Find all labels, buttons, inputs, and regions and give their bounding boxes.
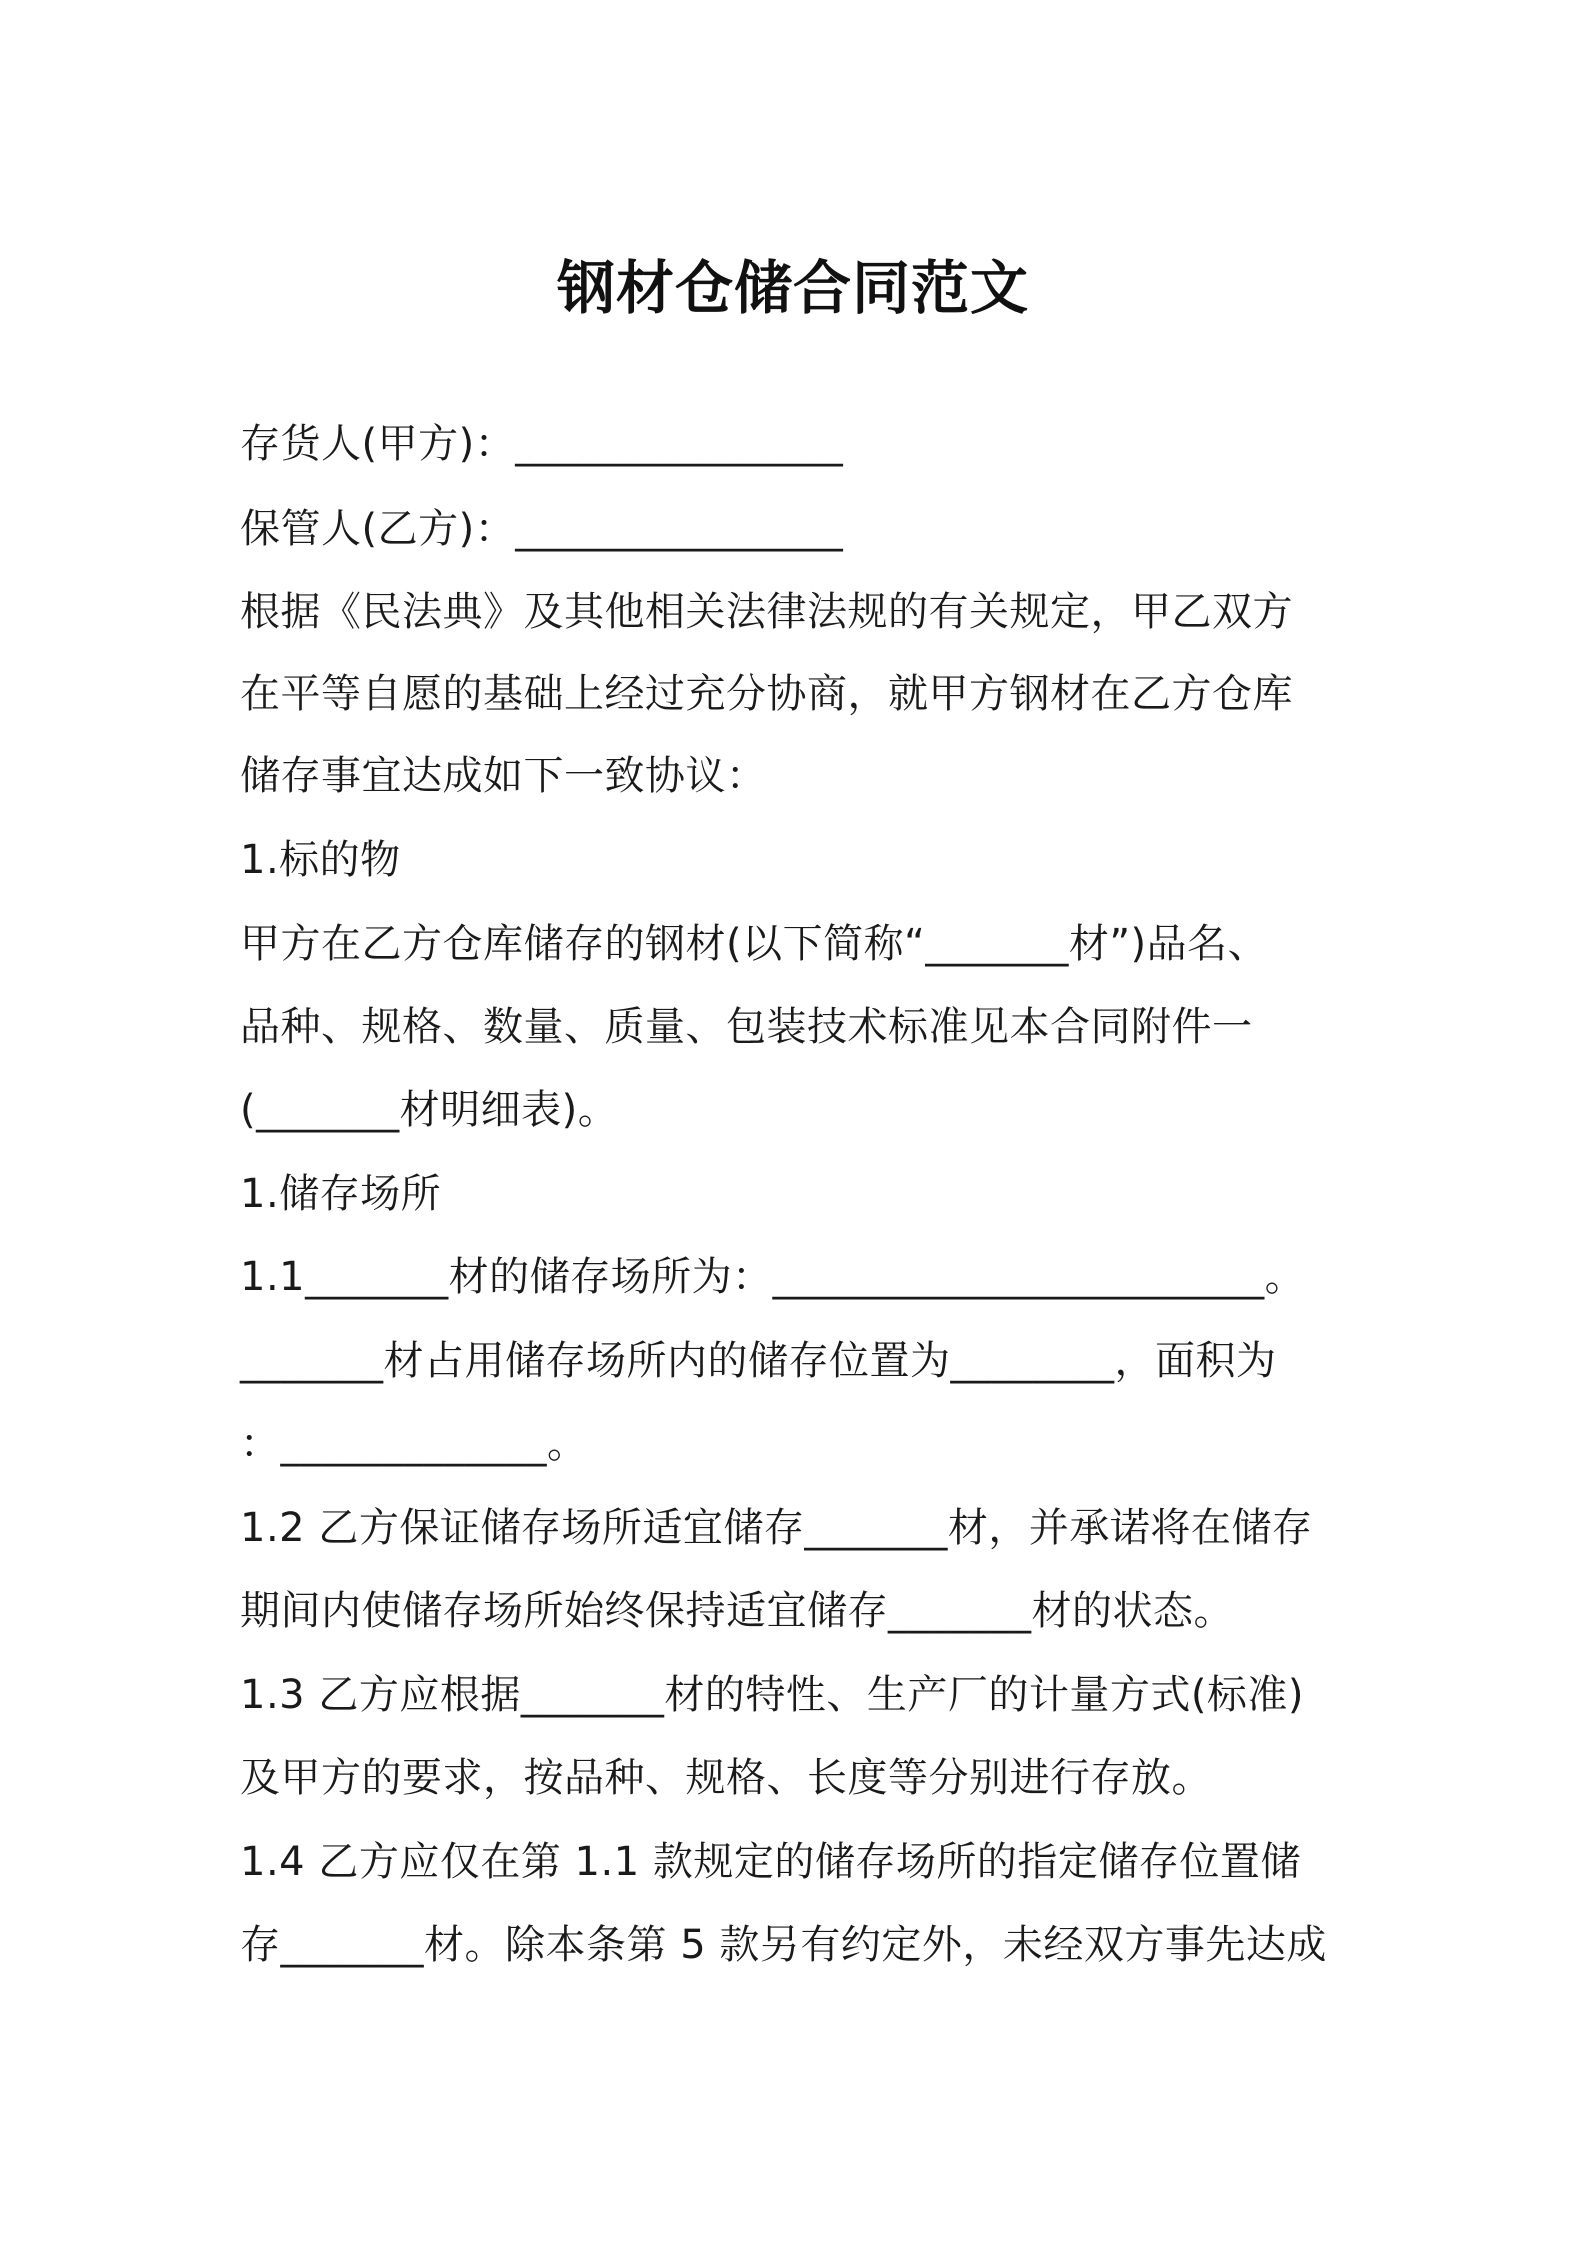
clause-1-2-line-2: 期间内使储存场所始终保持适宜储存_______材的状态。: [240, 1588, 1234, 1634]
clause-1-1-line-1: 1.1_______材的储存场所为：________________________。: [240, 1254, 1306, 1300]
clause-1-1-line-3: ：_____________。: [240, 1421, 588, 1467]
clause-1-1-line-2: _______材占用储存场所内的储存位置为________，面积为: [240, 1338, 1277, 1384]
document-title: 钢材仓储合同范文: [556, 254, 1029, 322]
subject-line-2: 品种、规格、数量、质量、包装技术标准见本合同附件一: [240, 1004, 1253, 1050]
depositor-line: 存货人(甲方)：________________: [240, 421, 844, 467]
clause-1-4-line-2: 存_______材。除本条第 5 款另有约定外，未经双方事先达成: [240, 1922, 1327, 1968]
section-heading-storage: 1.储存场所: [240, 1171, 442, 1217]
preamble-line-1: 根据《民法典》及其他相关法律法规的有关规定，甲乙双方: [240, 589, 1293, 635]
subject-line-3: (_______材明细表)。: [240, 1087, 619, 1133]
clause-1-4-line-1: 1.4 乙方应仅在第 1.1 款规定的储存场所的指定储存位置储: [240, 1839, 1301, 1885]
custodian-line: 保管人(乙方)：________________: [240, 506, 844, 552]
clause-1-2-line-1: 1.2 乙方保证储存场所适宜储存_______材，并承诺将在储存: [240, 1505, 1313, 1551]
section-heading-subject: 1.标的物: [240, 837, 401, 883]
preamble-line-2: 在平等自愿的基础上经过充分协商，就甲方钢材在乙方仓库: [240, 671, 1293, 717]
preamble-line-3: 储存事宜达成如下一致协议：: [240, 753, 767, 799]
subject-line-1: 甲方在乙方仓库储存的钢材(以下简称“_______材”)品名、: [240, 921, 1269, 967]
clause-1-3-line-1: 1.3 乙方应根据_______材的特性、生产厂的计量方式(标准): [240, 1672, 1305, 1718]
clause-1-3-line-2: 及甲方的要求，按品种、规格、长度等分别进行存放。: [240, 1755, 1212, 1801]
